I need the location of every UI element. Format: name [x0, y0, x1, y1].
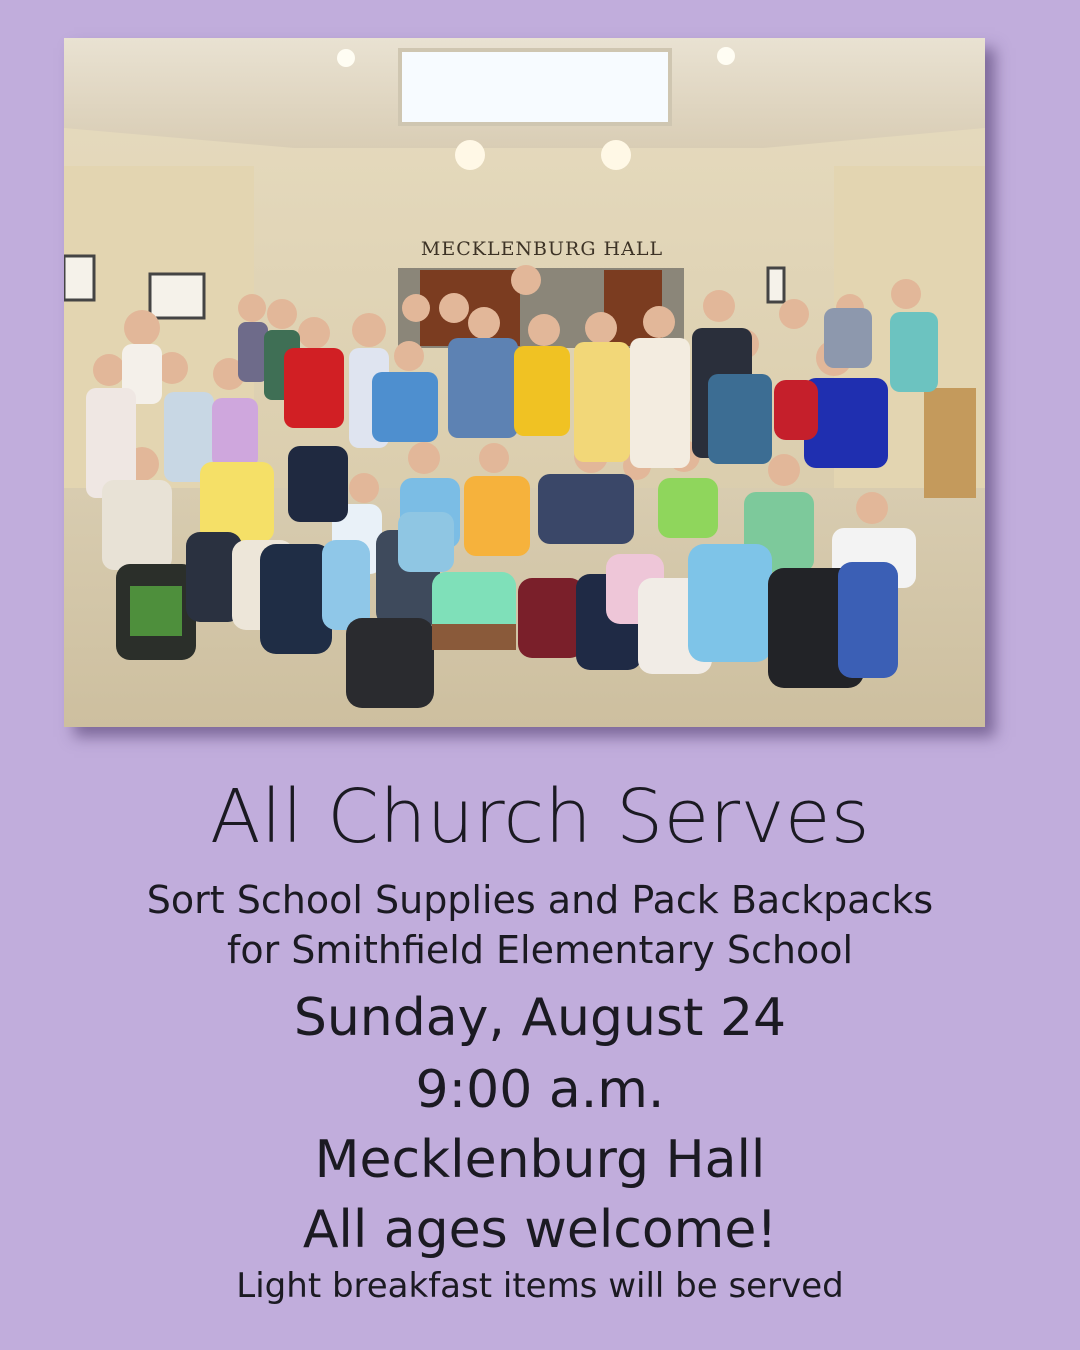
wall-picture [150, 274, 204, 318]
bench [924, 388, 976, 498]
ceiling-light [717, 47, 735, 65]
event-location: Mecklenburg Hall [314, 1130, 766, 1190]
event-date: Sunday, August 24 [293, 988, 787, 1048]
group-photo-illustration [64, 38, 985, 727]
ceiling-light [601, 140, 631, 170]
event-description-line-2: for Smithfield Elementary School [226, 928, 854, 972]
event-note: Light breakfast items will be served [236, 1266, 844, 1306]
group-photo [64, 38, 985, 727]
door [420, 270, 520, 346]
event-time: 9:00 a.m. [415, 1060, 665, 1120]
hall-sign: MECKLENBURG HALL [420, 238, 664, 260]
wall-picture [64, 256, 94, 300]
ceiling-light [337, 49, 355, 67]
ceiling-light [455, 140, 485, 170]
event-title: All Church Serves [210, 774, 870, 860]
skylight [400, 50, 670, 124]
event-audience: All ages welcome! [302, 1200, 778, 1260]
event-description-line-1: Sort School Supplies and Pack Backpacks [146, 878, 934, 922]
wall-picture [768, 268, 784, 302]
